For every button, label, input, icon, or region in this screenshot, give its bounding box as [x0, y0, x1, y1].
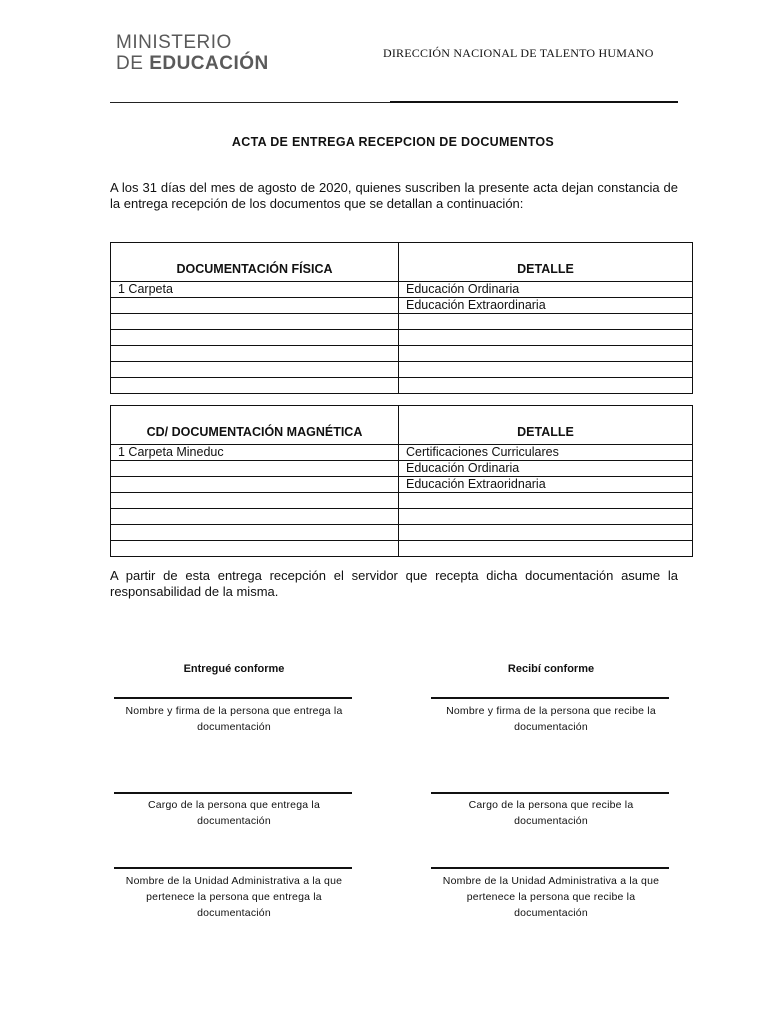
table-row: [111, 477, 693, 493]
column-header: DETALLE: [399, 406, 693, 445]
signature-line: [431, 697, 669, 699]
document-cell: [111, 378, 399, 394]
department-name: DIRECCIÓN NACIONAL DE TALENTO HUMANO: [383, 46, 654, 60]
column-header: DOCUMENTACIÓN FÍSICA: [111, 243, 399, 282]
ministry-logo: [116, 33, 269, 73]
column-header: DETALLE: [399, 243, 693, 282]
detail-cell: [399, 330, 693, 346]
table-row: [111, 314, 693, 330]
physical-documents-table: [110, 242, 693, 394]
signature-line: [431, 792, 669, 794]
document-cell: [111, 298, 399, 314]
detail-cell: Educación Ordinaria: [399, 461, 693, 477]
logo-line-2-prefix: DE: [116, 53, 150, 74]
closing-paragraph: A partir de esta entrega recepción el servidor que recepta dicha documentación asume la responsabilidad de la misma.: [110, 568, 678, 599]
deliverer-position-label: Cargo de la persona que entrega la documentación: [147, 799, 320, 827]
document-cell: 1 Carpeta Mineduc: [111, 445, 399, 461]
table-row: [111, 493, 693, 509]
signature-line: [431, 867, 669, 869]
table-header-row: [111, 243, 693, 282]
table-row: [111, 525, 693, 541]
header-divider-accent: [390, 101, 678, 103]
magnetic-documents-table: [110, 405, 693, 557]
table-row: [111, 461, 693, 477]
signature-line: [114, 697, 352, 699]
logo-line-2: [116, 54, 269, 73]
table-row: [111, 282, 693, 298]
table-row: [111, 362, 693, 378]
document-cell: [111, 525, 399, 541]
detail-cell: Educación Extraoridnaria: [399, 477, 693, 493]
detail-cell: [399, 493, 693, 509]
document-cell: [111, 314, 399, 330]
table-row: [111, 378, 693, 394]
intro-paragraph: A los 31 días del mes de agosto de 2020, quienes suscriben la presente acta dejan constancia de la entrega recepción de los documentos que se detallan a continuación:: [110, 180, 678, 211]
signature-line: [114, 792, 352, 794]
document-cell: [111, 509, 399, 525]
column-header: CD/ DOCUMENTACIÓN MAGNÉTICA: [111, 406, 399, 445]
document-cell: [111, 346, 399, 362]
received-heading: Recibí conforme: [507, 663, 595, 675]
document-cell: [111, 362, 399, 378]
detail-cell: Certificaciones Curriculares: [399, 445, 693, 461]
detail-cell: [399, 378, 693, 394]
receiver-name-label: Nombre y firma de la persona que recibe la documentación: [446, 705, 656, 733]
document-cell: 1 Carpeta: [111, 282, 399, 298]
receiver-position-label: Cargo de la persona que recibe la documentación: [468, 799, 634, 827]
detail-cell: [399, 362, 693, 378]
detail-cell: [399, 314, 693, 330]
table-header-row: [111, 406, 693, 445]
document-cell: [111, 330, 399, 346]
document-cell: [111, 541, 399, 557]
receiver-unit-label: Nombre de la Unidad Administrativa a la que pertenece la persona que recibe la documentación: [442, 875, 660, 919]
deliverer-name-label: Nombre y firma de la persona que entrega la documentación: [125, 705, 343, 733]
document-cell: [111, 477, 399, 493]
detail-cell: [399, 541, 693, 557]
document-cell: [111, 493, 399, 509]
document-cell: [111, 461, 399, 477]
signature-line: [114, 867, 352, 869]
table-row: [111, 346, 693, 362]
detail-cell: [399, 509, 693, 525]
table-row: [111, 541, 693, 557]
logo-line-2-bold: EDUCACIÓN: [149, 53, 269, 74]
table-row: [111, 445, 693, 461]
detail-cell: [399, 525, 693, 541]
table-row: [111, 298, 693, 314]
document-title: ACTA DE ENTREGA RECEPCION DE DOCUMENTOS: [231, 135, 555, 149]
detail-cell: Educación Ordinaria: [399, 282, 693, 298]
logo-line-1: MINISTERIO: [116, 32, 232, 53]
deliverer-unit-label: Nombre de la Unidad Administrativa a la que pertenece la persona que entrega la documentación: [125, 875, 343, 919]
detail-cell: Educación Extraordinaria: [399, 298, 693, 314]
delivered-heading: Entregué conforme: [183, 663, 285, 675]
detail-cell: [399, 346, 693, 362]
table-row: [111, 330, 693, 346]
table-row: [111, 509, 693, 525]
